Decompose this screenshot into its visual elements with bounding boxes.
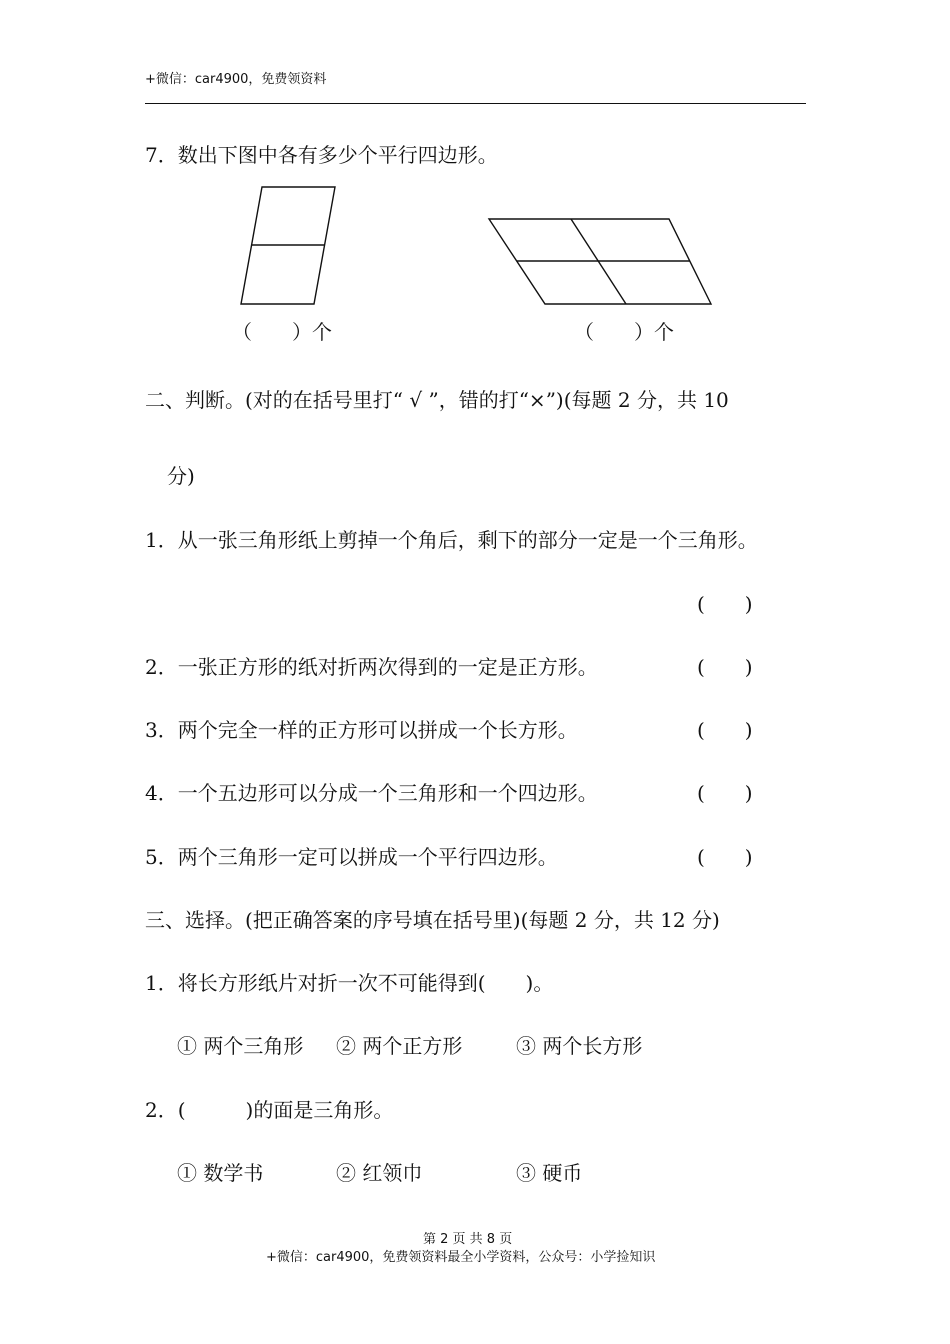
judge-answer-3: ( ): [697, 718, 753, 742]
header-rule: [145, 103, 806, 104]
judge-item-3: 3．两个完全一样的正方形可以拼成一个长方形。: [145, 718, 578, 742]
figure-parallelogram-grid: [485, 215, 715, 309]
figure2-answer: （ ）个: [574, 320, 674, 344]
judge-answer-1: ( ): [697, 592, 753, 616]
footer-text: +微信：car4900，免费领资料最全小学资料，公众号：小学捡知识: [266, 1250, 656, 1265]
judge-answer-5: ( ): [697, 845, 753, 869]
judge-item-4: 4．一个五边形可以分成一个三角形和一个四边形。: [145, 781, 598, 805]
judge-answer-4: ( ): [697, 781, 753, 805]
q2-option-2: ② 红领巾: [336, 1161, 423, 1185]
section2-title-cont: 分): [167, 464, 195, 488]
section3-title: 三、选择。(把正确答案的序号填在括号里)(每题 2 分，共 12 分): [145, 908, 720, 932]
choice-question-1: 1．将长方形纸片对折一次不可能得到( )。: [145, 971, 554, 995]
judge-answer-2: ( ): [697, 655, 753, 679]
figure1-answer: （ ）个: [232, 320, 332, 344]
header-text: +微信：car4900，免费领资料: [145, 72, 327, 87]
q1-option-2: ② 两个正方形: [336, 1034, 463, 1058]
q1-option-3: ③ 两个长方形: [516, 1034, 643, 1058]
q2-option-1: ① 数学书: [177, 1161, 264, 1185]
section2-title: 二、判断。(对的在括号里打“ √ ”，错的打“×”)(每题 2 分，共 10: [145, 388, 729, 412]
judge-item-1: 1．从一张三角形纸上剪掉一个角后，剩下的部分一定是一个三角形。: [145, 528, 758, 552]
q1-option-1: ① 两个三角形: [177, 1034, 304, 1058]
figure-parallelogram-stack: [236, 182, 342, 310]
q2-option-3: ③ 硬币: [516, 1161, 583, 1185]
judge-item-2: 2．一张正方形的纸对折两次得到的一定是正方形。: [145, 655, 598, 679]
judge-item-5: 5．两个三角形一定可以拼成一个平行四边形。: [145, 845, 558, 869]
question-7: 7．数出下图中各有多少个平行四边形。: [145, 143, 498, 167]
page-number: 第 2 页 共 8 页: [423, 1232, 513, 1247]
choice-question-2: 2．( )的面是三角形。: [145, 1098, 394, 1122]
